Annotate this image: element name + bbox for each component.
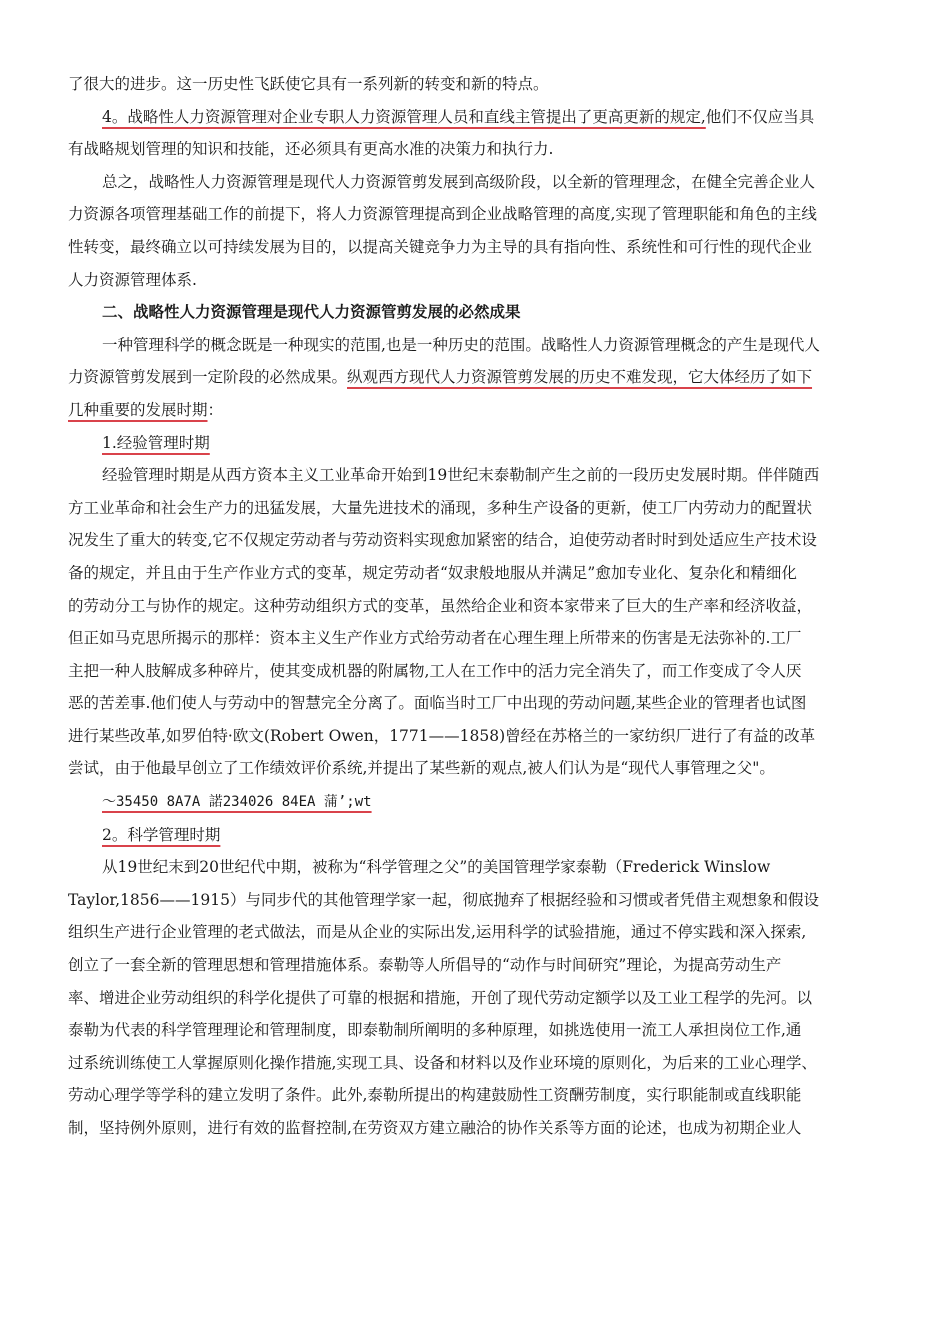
text-line: 率、增进企业劳动组织的科学化提供了可靠的根据和措施，开创了现代劳动定额学以及工业工程学的先河。以 [68, 988, 813, 1007]
text-segment: 他们不仅应当具 [705, 107, 815, 126]
underlined-text: 4。战略性人力资源管理对企业专职人力资源管理人员和直线主管提出了更高更新的规定, [102, 107, 706, 126]
text-line: 创立了一套全新的管理思想和管理措施体系。泰勒等人所倡导的“动作与时间研究”理论，为提高劳动生产 [68, 956, 782, 975]
text-line: 组织生产进行企业管理的老式做法，而是从企业的实际出发,运用科学的试验措施，通过不停实践和深入探索, [68, 923, 807, 942]
underlined-text: ～35450 8A7A 諾234026 84EA 蒲’;wt [102, 794, 372, 811]
text-line: 主把一种人肢解成多种碎片，使其变成机器的附属物,工人在工作中的活力完全消失了，而工作变成了令人厌 [68, 661, 802, 680]
text-line [68, 394, 882, 427]
text-line: Taylor,1856——1915）与同步代的其他管理学家一起，彻底抛弃了根据经验和习惯或者凭借主观想象和假设 [68, 890, 819, 909]
text-line: 制，坚持例外原则，进行有效的监督控制,在劳资双方建立融洽的协作关系等方面的论述，也成为初期企业人 [68, 1119, 802, 1137]
garbled-text-line [68, 785, 882, 819]
text-line: 力资源各项管理基础工作的前提下，将人力资源管理提高到企业战略管理的高度,实现了管理职能和角色的主线 [68, 205, 817, 224]
text-segment: ： [207, 400, 224, 419]
text-line: 备的规定，并且由于生产作业方式的变革，规定劳动者“奴隶般地服从并满足”愈加专业化、复杂化和精细化 [68, 563, 797, 582]
underlined-text: 纵观西方现代人力资源管剪发展的历史不难发现，它大体经历了如下 [347, 368, 813, 387]
underlined-text: 2。科学管理时期 [102, 825, 221, 844]
text-line: 总之，战略性人力资源管理是现代人力资源管剪发展到高级阶段，以全新的管理理念，在健全完善企业人 [102, 172, 816, 191]
text-segment: 力资源管剪发展到一定阶段的必然成果。 [68, 368, 348, 387]
subsection-heading [68, 819, 882, 852]
text-line: 泰勒为代表的科学管理理论和管理制度，即泰勒制所阐明的多种原理，如挑选使用一流工人承担岗位工作,通 [68, 1021, 802, 1040]
text-line: 尝试，由于他最早创立了工作绩效评价系统,并提出了某些新的观点,被人们认为是“现代人事管理之父"。 [68, 759, 775, 778]
text-line: 有战略规划管理的知识和技能，还必须具有更高水准的决策力和执行力. [68, 140, 554, 159]
text-line: 从19世纪末到20世纪代中期，被称为“科学管理之父”的美国管理学家泰勒（Frederick Winslow [102, 858, 771, 877]
subsection-heading [68, 427, 882, 460]
document-page [68, 68, 882, 1145]
text-line [68, 101, 882, 134]
text-line: 经验管理时期是从西方资本主义工业革命开始到19世纪末泰勒制产生之前的一段历史发展时期。伴伴随西 [102, 466, 820, 485]
text-line: 但正如马克思所揭示的那样：资本主义生产作业方式给劳动者在心理生理上所带来的伤害是无法弥补的.工厂 [68, 629, 802, 648]
underlined-text: 1.经验管理时期 [102, 433, 210, 452]
text-line: 过系统训练使工人掌握原则化操作措施,实现工具、设备和材料以及作业环境的原则化，为后来的工业心理学、 [68, 1053, 817, 1072]
text-line: 况发生了重大的转变,它不仅规定劳动者与劳动资料实现愈加紧密的结合，迫使劳动者时时到处适应生产技术设 [68, 531, 817, 550]
section-heading: 二、战略性人力资源管理是现代人力资源管剪发展的必然成果 [102, 302, 521, 322]
text-line: 一种管理科学的概念既是一种现实的范围,也是一种历史的范围。战略性人力资源管理概念的产生是现代人 [102, 335, 820, 354]
text-line: 恶的苦差事.他们使人与劳动中的智慧完全分离了。面临当时工厂中出现的劳动问题,某些企业的管理者也试图 [68, 694, 807, 713]
text-line: 进行某些改革,如罗伯特·欧文(Robert Owen，1771——1858)曾经在苏格兰的一家纺织厂进行了有益的改革 [68, 726, 816, 745]
text-line: 了很大的进步。这一历史性飞跃使它具有一系列新的转变和新的特点。 [68, 75, 549, 93]
text-line: 性转变，最终确立以可持续发展为目的，以提高关键竞争力为主导的具有指向性、系统性和可行性的现代企业 [68, 237, 813, 256]
text-line: 人力资源管理体系. [68, 270, 197, 289]
text-line: 劳动心理学等学科的建立发明了条件。此外,泰勒所提出的构建鼓励性工资酬劳制度，实行职能制或直线职能 [68, 1086, 802, 1105]
text-line: 的劳动分工与协作的规定。这种劳动组织方式的变革，虽然给企业和资本家带来了巨大的生产率和经济收益， [68, 596, 813, 615]
text-line: 方工业革命和社会生产力的迅猛发展，大量先进技术的涌现，多种生产设备的更新，使工厂内劳动力的配置状 [68, 498, 813, 517]
underlined-text: 几种重要的发展时期 [68, 400, 208, 419]
text-line [68, 361, 882, 394]
